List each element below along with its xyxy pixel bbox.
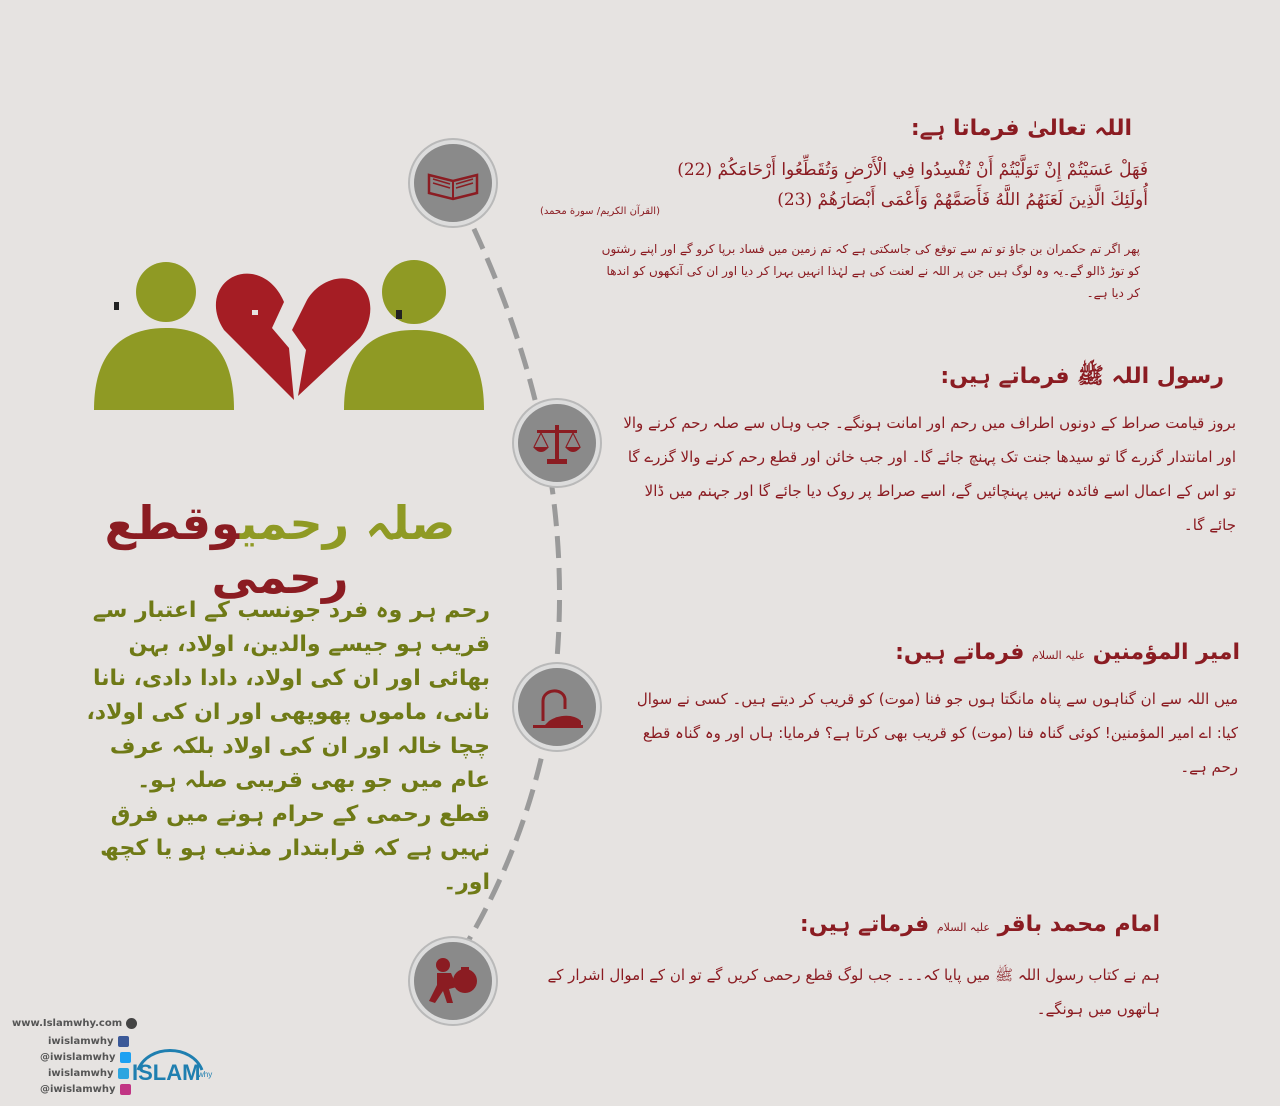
- twitter-link[interactable]: [40, 1052, 131, 1063]
- baqir-heading-small: علیہ السلام: [936, 921, 990, 934]
- baqir-text: ہم نے کتاب رسول اللہ ﷺ میں پایا کہ۔۔۔ جب لوگ قطع رحمی کریں گے تو ان کے اموال اشرار کے ہاتھوں میں ہونگے۔: [547, 966, 1160, 1018]
- quran-source: (القرآن الكريم/ سورة محمد): [540, 206, 660, 217]
- definition-para1: رحم ہر وہ فرد جونسب کے اعتبار سے قریب ہو جیسے والدین، اولاد، بہن بھائی اور ان کی اولاد، دادا دادی، نانا نانی، ماموں پھوپھی اور ان کی اولاد، چچا خالہ اور ان کی اولاد بلکہ عرف عام میں جو بھی قریبی صلہ ہو۔: [86, 598, 490, 793]
- quran-heading: اللہ تعالیٰ فرماتا ہے:: [910, 116, 1132, 141]
- ali-heading-main: امیر المؤمنین: [1092, 640, 1240, 665]
- ali-heading-small: علیہ السلام: [1032, 649, 1086, 662]
- scales-icon: [527, 413, 587, 473]
- ali-heading: [760, 640, 1240, 665]
- definition-para2: قطع رحمی کے حرام ہونے میں فرق نہیں ہے کہ قرابتدار مذنب ہو یا کچھ اور۔: [100, 802, 490, 895]
- definition-text: [80, 594, 490, 900]
- thief-icon: [423, 951, 483, 1011]
- quran-ayah-text2: أُولَئِكَ الَّذِينَ لَعَنَهُمُ اللَّهُ فَأَصَمَّهُمْ وَأَعْمَى أَبْصَارَهُمْ (23): [777, 190, 1148, 210]
- grave-icon: [527, 677, 587, 737]
- ali-text: میں اللہ سے ان گناہوں سے پناہ مانگتا ہوں جو فنا (موت) کو قریب کر دیتے ہیں۔ کسی نے سوال کیا: اے امیر المؤمنین! کوئی گناہ فنا (موت) کو قریب بھی کرتا ہے؟ فرمایا: ہاں اور وہ گناہ قطع رحم ہے۔: [636, 690, 1238, 776]
- facebook-icon: [118, 1036, 129, 1047]
- facebook-link[interactable]: [48, 1036, 129, 1047]
- website-link[interactable]: [12, 1018, 137, 1029]
- website-text: www.Islamwhy.com: [12, 1018, 123, 1029]
- telegram-icon: [118, 1068, 129, 1079]
- prophet-text: بروز قیامت صراط کے دونوں اطراف میں رحم اور امانت ہونگے۔ جب وہاں سے صلہ رحم کرنے والا اور امانتدار گزرے گا تو سیدھا جنت تک پہنچ جائے گا۔ اور جب خائن اور قطع رحم کرنے والا گزرے گا تو اس کے اعمال اسے فائدہ نہیں پہنچائیں گے، اسے صراط پر روک دیا جائے گا اور جہنم میں ڈالا جائے گا۔: [623, 414, 1236, 534]
- title-part2: وقطع رحمی: [104, 496, 349, 604]
- broken-heart-icon: [84, 250, 504, 420]
- book-circle: [410, 140, 496, 226]
- baqir-heading: [760, 912, 1160, 937]
- prophet-heading: رسول اللہ ﷺ فرماتے ہیں:: [940, 364, 1224, 389]
- logo-small: why: [198, 1070, 213, 1079]
- logo-text: ISLAM: [132, 1060, 201, 1085]
- quran-ayah-line1: فَهَلْ عَسَيْتُمْ إِنْ تَوَلَّيْتُمْ أَنْ تُفْسِدُوا فِي الْأَرْضِ وَتُقَطِّعُوا أَرْحَامَكُمْ (22): [677, 160, 1148, 180]
- telegram-text: iwislamwhy: [48, 1068, 114, 1079]
- instagram-link[interactable]: [40, 1084, 131, 1095]
- thief-circle: [410, 938, 496, 1024]
- quran-translation: پھر اگر تم حکمران بن جاؤ تو تم سے توقع کی جاسکتی ہے کہ تم زمین میں فساد برپا کرو گے اور اپنے رشتوں کو توڑ ڈالو گے۔یہ وہ لوگ ہیں جن پر اللہ نے لعنت کی ہے لہٰذا انہیں بہرا کر دیا اور ان کی آنکھوں کو اندھا کر دیا ہے۔: [601, 242, 1140, 300]
- twitter-text: @iwislamwhy: [40, 1052, 116, 1063]
- instagram-text: @iwislamwhy: [40, 1084, 116, 1095]
- title-part1: صلہ رحمی: [239, 496, 456, 550]
- book-icon: [423, 153, 483, 213]
- globe-icon: [126, 1018, 137, 1029]
- islamwhy-logo: [128, 1040, 212, 1096]
- baqir-heading-end: فرماتے ہیں:: [799, 912, 930, 937]
- facebook-text: iwislamwhy: [48, 1036, 114, 1047]
- telegram-link[interactable]: [48, 1068, 129, 1079]
- ali-heading-end: فرماتے ہیں:: [895, 640, 1025, 665]
- baqir-heading-main: امام محمد باقر: [997, 912, 1160, 937]
- scales-circle: [514, 400, 600, 486]
- grave-circle: [514, 664, 600, 750]
- main-title: [60, 496, 500, 604]
